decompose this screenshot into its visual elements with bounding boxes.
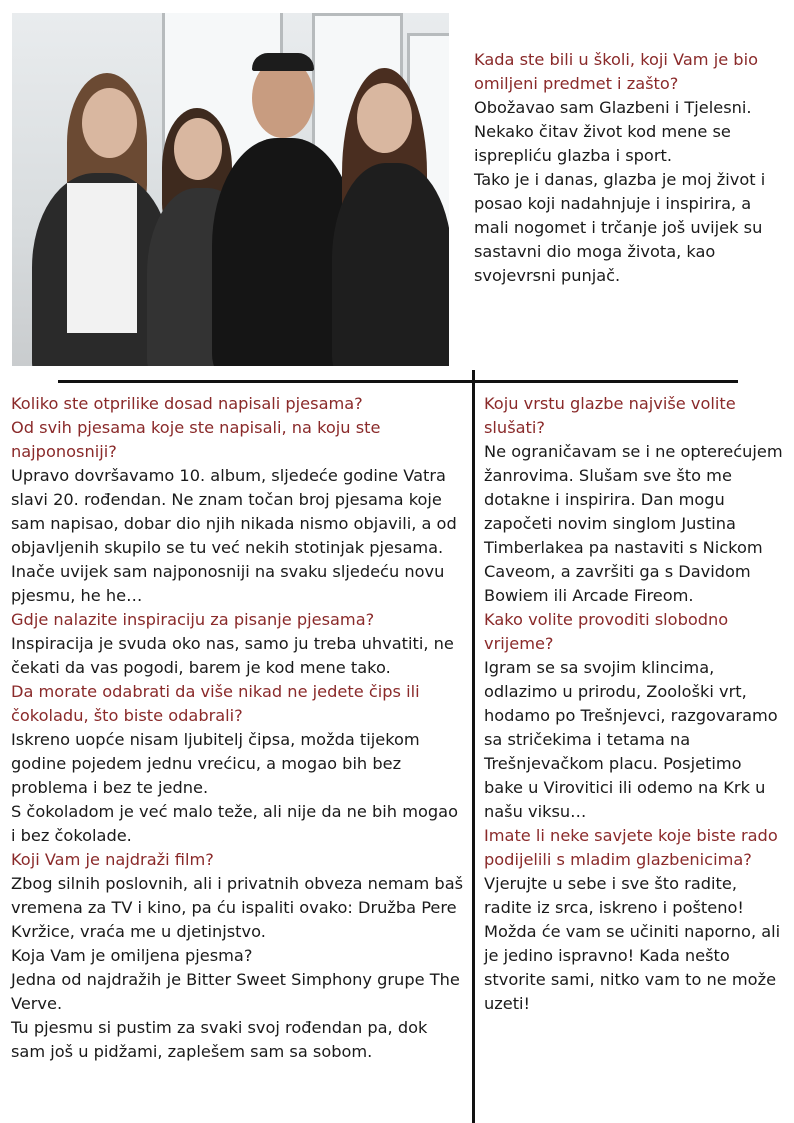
answer-text: Upravo dovršavamo 10. album, sljedeće godine Vatra slavi 20. rođendan. Ne znam točan broj pjesama koje sam napisao, dobar dio njih nikada nismo objavili, a od objavljenih skupilo se tu već nekih stotinjak pjesama.: [11, 466, 457, 557]
answer-text: Inače uvijek sam najponosniji na svaku sljedeću novu pjesmu, he he…: [11, 562, 445, 605]
man-hair: [252, 53, 314, 71]
interview-photo: [12, 13, 449, 366]
girl-right-face: [357, 83, 412, 153]
question-text: Kako volite provoditi slobodno vrijeme?: [484, 610, 729, 653]
answer-text: Obožavao sam Glazbeni i Tjelesni.: [474, 98, 752, 117]
question-text: Da morate odabrati da više nikad ne jedete čips ili čokoladu, što biste odabrali?: [11, 682, 420, 725]
answer-text: Inspiracija je svuda oko nas, samo ju treba uhvatiti, ne čekati da vas pogodi, barem je kod mene tako.: [11, 634, 454, 677]
top-right-text: [474, 48, 784, 288]
answer-text: Jedna od najdražih je Bitter Sweet Simphony grupe The Verve.: [11, 970, 460, 1013]
left-column: [11, 392, 466, 1064]
answer-text: Tu pjesmu si pustim za svaki svoj rođendan pa, dok sam još u pidžami, zaplešem sam sa sobom.: [11, 1018, 428, 1061]
answer-text: Nekako čitav život kod mene se isprepliću glazba i sport.: [474, 122, 731, 165]
vertical-divider: [472, 370, 475, 1123]
right-column: [484, 392, 784, 1016]
girl-left-face: [82, 88, 137, 158]
girl-middle-face: [174, 118, 222, 180]
answer-text: Vjerujte u sebe i sve što radite, radite iz srca, iskreno i pošteno! Možda će vam se učiniti naporno, ali je jedino ispravno! Kada nešto stvorite sami, nitko vam to ne može uzeti!: [484, 874, 781, 1013]
answer-text: Ne ograničavam se i ne opterećujem žanrovima. Slušam sve što me dotakne i inspirira. Dan mogu započeti novim singlom Justina Timberlakea pa nastaviti s Nickom Caveom, a završiti ga s Davidom Bowiem ili Arcade Fireom.: [484, 442, 783, 605]
question-text: Koju vrstu glazbe najviše volite slušati?: [484, 394, 736, 437]
answer-text: Igram se sa svojim klincima, odlazimo u prirodu, Zoološki vrt, hodamo po Trešnjevci, razgovaramo sa stričekima i tetama na Trešnjevačkom placu. Posjetimo bake u Virovitici ili odemo na Krk u našu viksu…: [484, 658, 778, 821]
girl-right: [332, 163, 449, 366]
horizontal-divider: [58, 380, 738, 383]
question-text: Gdje nalazite inspiraciju za pisanje pjesama?: [11, 610, 375, 629]
girl-left-shirt: [67, 183, 137, 333]
question-text: Koliko ste otprilike dosad napisali pjesama?: [11, 394, 363, 413]
answer-text: S čokoladom je već malo teže, ali nije da ne bih mogao i bez čokolade.: [11, 802, 458, 845]
answer-text: Tako je i danas, glazba je moj život i posao koji nadahnjuje i inspirira, a mali nogomet i trčanje još uvijek su sastavni dio moga života, kao svojevrsni punjač.: [474, 170, 766, 285]
question-text: Kada ste bili u školi, koji Vam je bio omiljeni predmet i zašto?: [474, 50, 758, 93]
answer-text: Zbog silnih poslovnih, ali i privatnih obveza nemam baš vremena za TV i kino, pa ću ispaliti ovako: Družba Pere Kvržice, vraća me u djetinjstvo.: [11, 874, 464, 941]
answer-text: Iskreno uopće nisam ljubitelj čipsa, možda tijekom godine pojedem jednu vrećicu, a mogao bih bez problema i bez te jedne.: [11, 730, 420, 797]
answer-text: Koja Vam je omiljena pjesma?: [11, 946, 253, 965]
question-text: Od svih pjesama koje ste napisali, na koju ste najponosniji?: [11, 418, 381, 461]
question-text: Koji Vam je najdraži film?: [11, 850, 214, 869]
question-text: Imate li neke savjete koje biste rado podijelili s mladim glazbenicima?: [484, 826, 778, 869]
